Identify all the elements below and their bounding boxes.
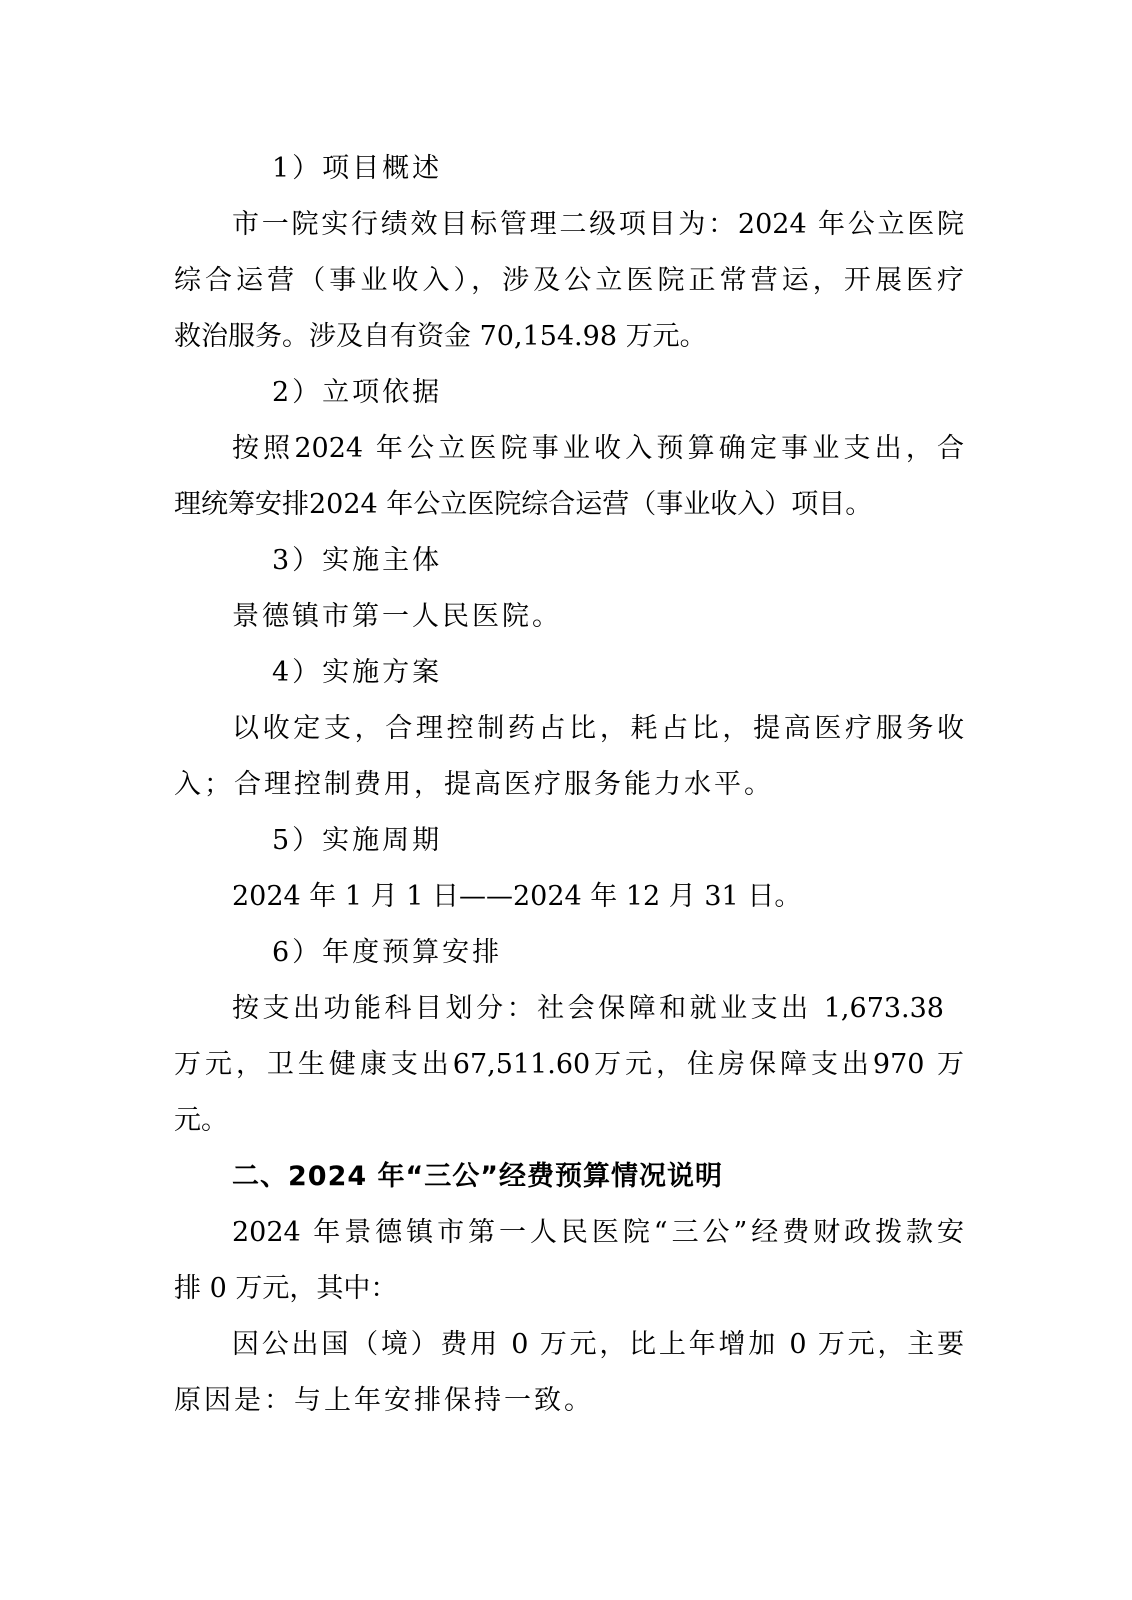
paragraph-line: 2024 年景德镇市第一人民医院“三公”经费财政拨款安 — [232, 1217, 964, 1248]
subsection-title-3: 3）实施主体 — [272, 545, 443, 576]
paragraph-line: 2024 年 1 月 1 日——2024 年 12 月 31 日。 — [232, 881, 802, 912]
paragraph-line: 救治服务。涉及自有资金 70,154.98 万元。 — [174, 321, 707, 352]
subsection-title-6: 6）年度预算安排 — [272, 937, 503, 968]
paragraph-line: 按照2024 年公立医院事业收入预算确定事业支出，合 — [232, 433, 964, 464]
paragraph-line: 元。 — [174, 1105, 228, 1136]
paragraph-line: 排 0 万元，其中： — [174, 1273, 398, 1304]
subsection-title-4: 4）实施方案 — [272, 657, 443, 688]
subsection-title-2: 2）立项依据 — [272, 377, 443, 408]
subsection-title-5: 5）实施周期 — [272, 825, 443, 856]
paragraph-line: 按支出功能科目划分：社会保障和就业支出 1,673.38 — [232, 993, 944, 1024]
paragraph-line: 综合运营（事业收入），涉及公立医院正常营运，开展医疗 — [174, 265, 964, 296]
paragraph-line: 景德镇市第一人民医院。 — [232, 601, 562, 632]
paragraph-line: 入；合理控制费用，提高医疗服务能力水平。 — [174, 769, 774, 800]
paragraph-line: 原因是：与上年安排保持一致。 — [174, 1385, 594, 1416]
paragraph-line: 市一院实行绩效目标管理二级项目为：2024 年公立医院 — [232, 209, 964, 240]
subsection-title-1: 1）项目概述 — [272, 153, 443, 184]
paragraph-line: 万元，卫生健康支出67,511.60万元，住房保障支出970 万 — [174, 1049, 964, 1080]
section-heading: 二、2024 年“三公”经费预算情况说明 — [232, 1161, 724, 1192]
paragraph-line: 理统筹安排2024 年公立医院综合运营（事业收入）项目。 — [174, 489, 873, 520]
paragraph-line: 以收定支，合理控制药占比，耗占比，提高医疗服务收 — [232, 713, 964, 744]
paragraph-line: 因公出国（境）费用 0 万元，比上年增加 0 万元，主要 — [232, 1329, 964, 1360]
